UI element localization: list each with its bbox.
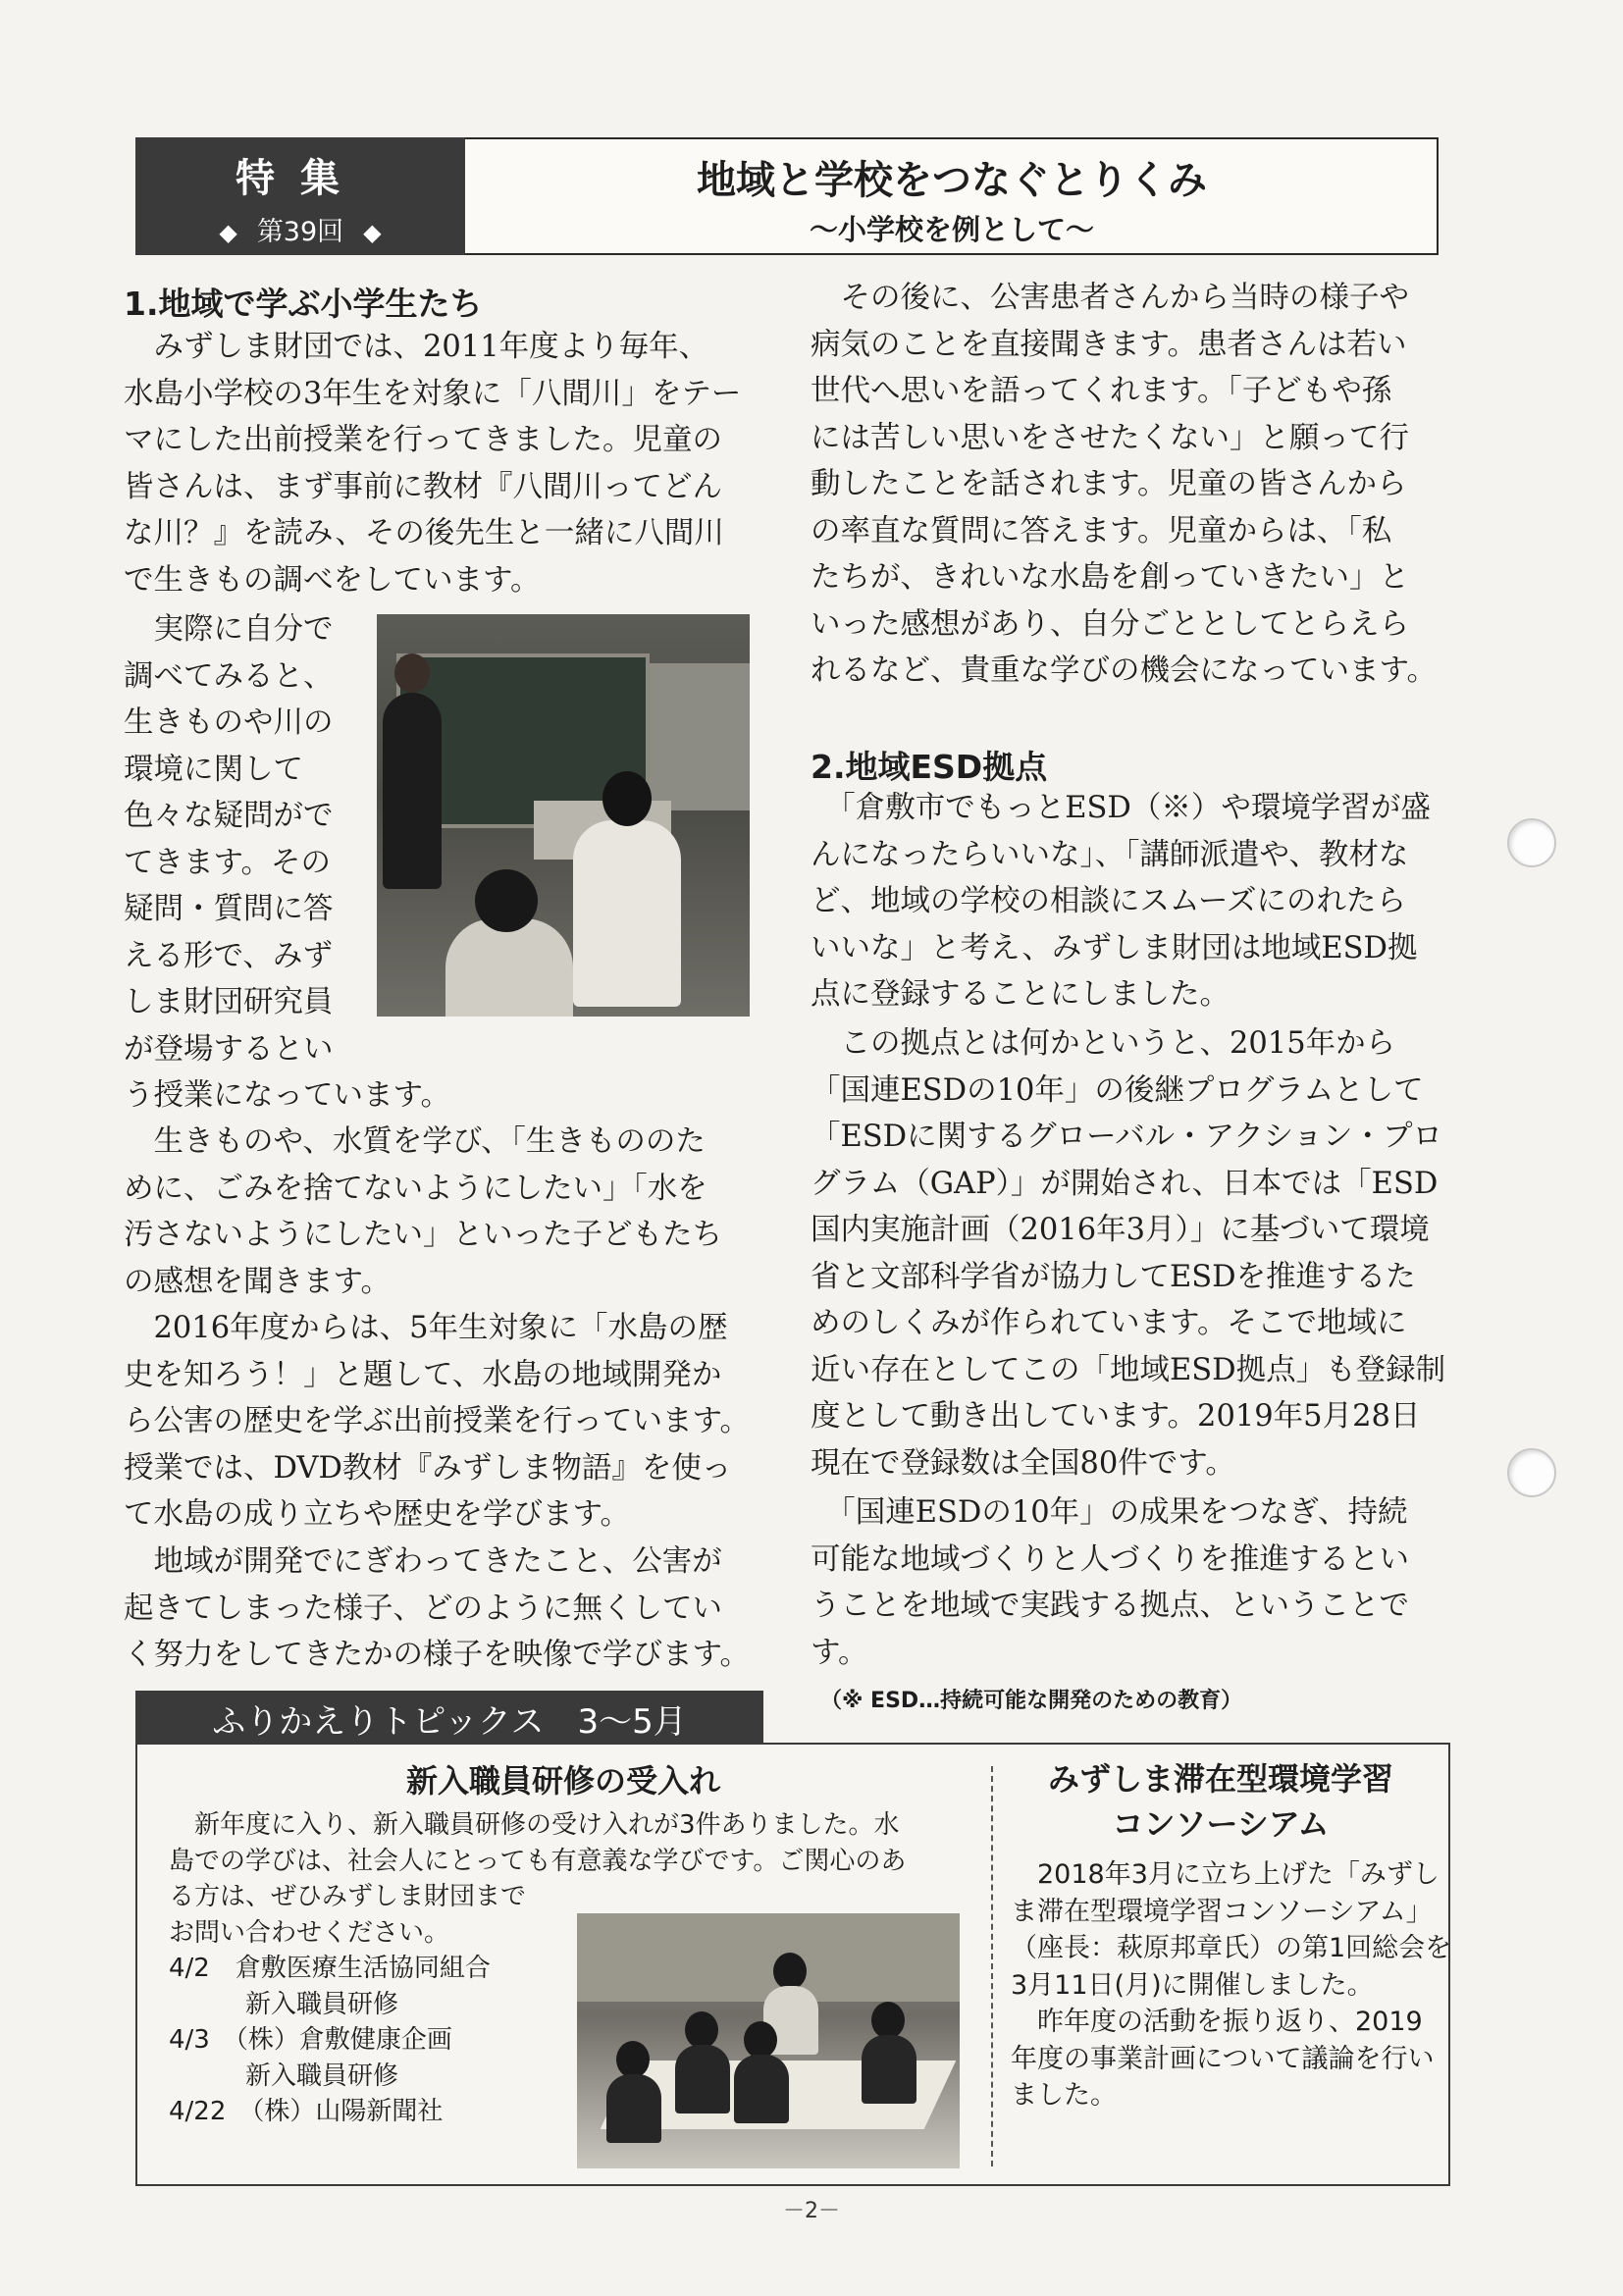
text-line: には苦しい思いをさせたくない」と願って行: [811, 420, 1409, 455]
photo-wall: [577, 1913, 960, 2002]
text-line: その後に、公害患者さんから当時の様子や: [811, 281, 1409, 315]
text-line: うことを地域で実践する拠点、ということで: [811, 1589, 1409, 1623]
text-line: めのしくみが作られています。そこで地域に: [811, 1306, 1407, 1340]
text-line: 度として動き出しています。2019年5月28日: [811, 1399, 1421, 1434]
person-body: [675, 2045, 730, 2113]
person-body: [606, 2074, 661, 2143]
text-line: 史を知ろう！」と題して、水島の地域開発か: [124, 1357, 722, 1392]
text-line: 2016年度からは、5年生対象に「水島の歴: [124, 1311, 728, 1345]
text-line: グラム（GAP）」が開始され、日本では「ESD: [811, 1166, 1439, 1201]
text-line: いった感想があり、自分ごととしてとらえら: [811, 606, 1409, 642]
student-figure: [573, 820, 681, 1007]
title-line: みずしま滞在型環境学習: [1047, 1760, 1393, 1798]
section2-heading: 2.地域ESD拠点: [811, 748, 1048, 786]
text-line: 色々な疑問がで: [124, 799, 334, 833]
topics-bar-title: ふりかえりトピックス 3～5月: [212, 1702, 687, 1742]
text-line: 省と文部科学省が協力してESDを推進するた: [811, 1259, 1416, 1294]
researcher-figure: [383, 693, 442, 889]
text-line: 動したことを話されます。児童の皆さんから: [811, 467, 1407, 501]
person-head: [685, 2011, 718, 2049]
text-line: て水島の成り立ちや歴史を学びます。: [124, 1497, 631, 1532]
text-line: お問い合わせください。: [169, 1917, 450, 1948]
text-line: 皆さんは、まず事前に教材『八間川ってどん: [124, 469, 722, 504]
text-line: る方は、ぜひみずしま財団まで: [169, 1882, 527, 1911]
list-item: 新入職員研修: [169, 2061, 399, 2091]
person-head: [616, 2041, 650, 2078]
section2-para1: [811, 785, 1448, 1018]
issue-number: [135, 210, 465, 248]
text-line: う授業になっています。: [124, 1078, 451, 1113]
text-line: 現在で登録数は全国80件です。: [811, 1445, 1235, 1481]
feature-label: 特集: [236, 156, 365, 201]
text-line: す。: [811, 1635, 868, 1670]
title-line: コンソーシアム: [1112, 1805, 1330, 1843]
text-line: めに、ごみを捨てないようにしたい」「水を: [124, 1171, 707, 1206]
text-line: れるなど、貴重な学びの機会になっています。: [811, 653, 1438, 688]
training-photo: [577, 1913, 960, 2168]
text-line: 疑問・質問に答: [124, 892, 334, 926]
section1-para2: [124, 606, 451, 1120]
text-line: （座長：萩原邦章氏）の第1回総会を: [1011, 1933, 1452, 1963]
text-line: の感想を聞きます。: [124, 1264, 392, 1299]
text-line: んになったらいいな」、「講師派遣や、教材な: [811, 837, 1409, 872]
text-line: 実際に自分で: [124, 612, 334, 647]
text-line: てきます。その: [124, 845, 332, 880]
right-column-intro: [811, 275, 1448, 695]
text-line: く努力をしてきたかの様子を映像で学びます。: [124, 1638, 751, 1672]
section1-para5: [124, 1539, 752, 1679]
topic-right-body: [1011, 1856, 1451, 2114]
text-line: が登場するとい: [124, 1031, 334, 1067]
text-line: ど、地域の学校の相談にスムーズにのれたら: [811, 884, 1406, 918]
text-line: 生きものや、水質を学び、「生きもののた: [124, 1124, 706, 1159]
page-number: －2－: [783, 2199, 840, 2223]
person-head: [744, 2021, 777, 2059]
text-line: この拠点とは何かというと、2015年から: [811, 1026, 1396, 1061]
text-line: 地域が開発でにぎわってきたこと、公害が: [124, 1544, 722, 1579]
section2-para3: [811, 1489, 1448, 1676]
punch-hole: [1507, 1448, 1556, 1497]
text-line: ま滞在型環境学習コンソーシアム」: [1011, 1896, 1433, 1927]
text-line: 可能な地域づくりと人づくりを推進するとい: [811, 1541, 1409, 1577]
text-line: 「ESDに関するグローバル・アクション・プロ: [811, 1120, 1443, 1154]
list-item: 4/22 （株）山陽新聞社: [169, 2097, 444, 2126]
footnote: （※ ESD…持続可能な開発のための教育）: [820, 1689, 1243, 1713]
text-line: ら公害の歴史を学ぶ出前授業を行っています。: [124, 1404, 751, 1438]
text-line: 世代へ思いを語ってくれます。「子どもや孫: [811, 374, 1392, 408]
person-body: [734, 2055, 789, 2123]
text-line: 新年度に入り、新入職員研修の受け入れが3件ありました。水: [169, 1810, 900, 1840]
issue-text: 第39回: [256, 217, 344, 247]
classroom-photo: [377, 614, 750, 1017]
text-line: 国内実施計画（2016年3月）」に基づいて環境: [811, 1213, 1430, 1247]
student-figure: [445, 918, 573, 1017]
list-item: 4/2 倉敷医療生活協同組合: [169, 1954, 491, 1983]
text-line: 「倉敷市でもっとESD（※）や環境学習が盛: [811, 791, 1431, 825]
text-line: 「国連ESDの10年」の成果をつなぎ、持続: [811, 1495, 1408, 1530]
text-line: 水島小学校の3年生を対象に「八間川」をテー: [124, 376, 742, 411]
section1-para3: [124, 1119, 752, 1305]
person-head: [773, 1953, 807, 1990]
punch-hole: [1507, 818, 1556, 867]
text-line: の率直な質問に答えます。児童からは、「私: [811, 513, 1392, 548]
topic-left-title: 新入職員研修の受入れ: [405, 1762, 720, 1800]
person-head: [871, 2002, 905, 2039]
article-title: 地域と学校をつなぐとりくみ: [697, 158, 1207, 203]
list-item: 4/3 （株）倉敷健康企画: [169, 2025, 452, 2055]
section1-para1: [124, 324, 752, 603]
text-line: 昨年度の活動を振り返り、2019: [1011, 2007, 1423, 2037]
list-item: 新入職員研修: [169, 1989, 399, 2019]
topics-divider: [991, 1766, 993, 2166]
topic-right-title: [995, 1756, 1446, 1847]
topic-left-list: [169, 1951, 491, 2130]
text-line: いいな」と考え、みずしま財団は地域ESD拠: [811, 930, 1418, 965]
text-line: 生きものや川の: [124, 705, 334, 740]
text-line: 環境に関して: [124, 752, 303, 787]
text-line: 汚さないようにしたい」といった子どもたち: [124, 1218, 722, 1252]
text-line: たちが、きれいな水島を創っていきたい」と: [811, 560, 1409, 595]
text-line: 島での学びは、社会人にとっても有意義な学びです。ご関心のあ: [169, 1846, 907, 1876]
text-line: マにした出前授業を行ってきました。児童の: [124, 423, 722, 457]
text-line: 病気のことを直接聞きます。患者さんは若い: [811, 327, 1407, 362]
text-line: える形で、みず: [124, 938, 333, 973]
text-line: 3月11日(月)に開催しました。: [1011, 1969, 1374, 2001]
section1-heading: 1.地域で学ぶ小学生たち: [124, 285, 483, 323]
text-line: 起きてしまった様子、どのように無くしてい: [124, 1591, 722, 1626]
text-line: ました。: [1011, 2080, 1117, 2111]
text-line: しま財団研究員: [124, 985, 334, 1019]
diamond-icon: ◆: [363, 219, 382, 246]
section2-para2: [811, 1020, 1448, 1487]
notice-board: [650, 663, 750, 810]
text-line: 近い存在としてこの「地域ESD拠点」も登録制: [811, 1352, 1446, 1387]
text-line: な川？』を読み、その後先生と一緒に八間川: [124, 516, 724, 550]
text-line: で生きもの調べをしています。: [124, 562, 541, 598]
text-line: 授業では、DVD教材『みずしま物語』を使っ: [124, 1450, 732, 1486]
text-line: 2018年3月に立ち上げた「みずし: [1011, 1859, 1440, 1890]
text-line: みずしま財団では、2011年度より毎年、: [124, 330, 709, 364]
diamond-icon: ◆: [219, 219, 237, 246]
text-line: 調べてみると、: [124, 658, 334, 694]
text-line: 点に登録することにしました。: [811, 977, 1230, 1012]
article-subtitle: ～小学校を例として～: [809, 213, 1094, 246]
person-body: [862, 2035, 916, 2104]
text-line: 年度の事業計画について議論を行い: [1011, 2043, 1435, 2074]
section1-para4: [124, 1305, 752, 1539]
text-line: 「国連ESDの10年」の後継プログラムとして: [811, 1072, 1424, 1108]
